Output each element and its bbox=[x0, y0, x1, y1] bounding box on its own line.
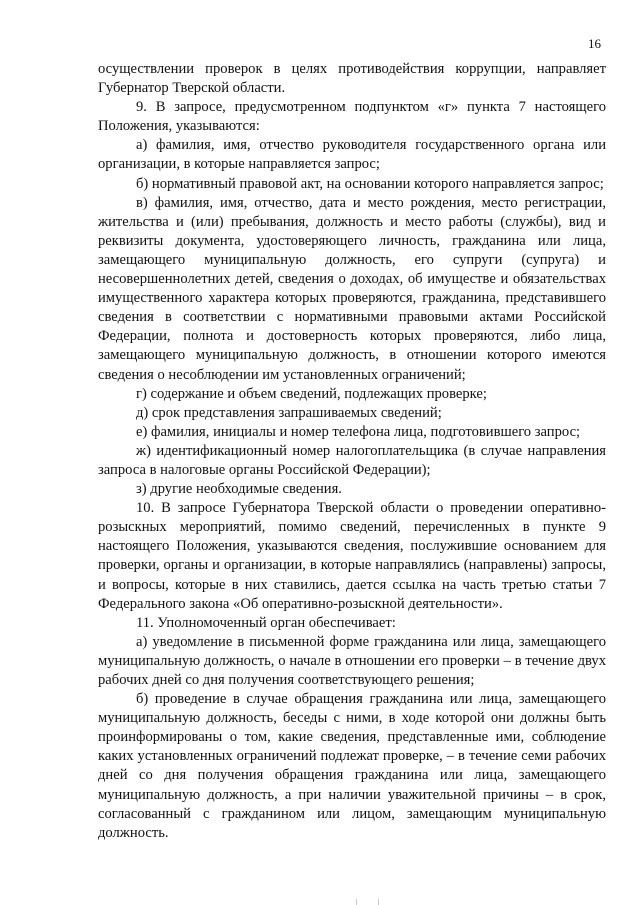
paragraph-item-9d: д) срок представления запрашиваемых сведений; bbox=[136, 404, 442, 421]
paragraph-item-9e: е) фамилия, инициалы и номер телефона лица, подготовившего запрос; bbox=[136, 423, 581, 440]
paragraph-item-11a: а) уведомление в письменной форме гражданина или лица, замещающего муниципальную должность, о начале в отношении его проверки – в течение двух рабочих дней со дня получения соответствующего решения; bbox=[98, 633, 606, 688]
paragraph-item-9v: в) фамилия, имя, отчество, дата и место рождения, место регистрации, жительства и (или) пребывания, должность и место работы (службы), вид и реквизиты документа, удостоверяющего личность, гражданина или лица, замещающего муниципальную должность, его супруги (супруга) и несовершеннолетних детей, сведения о доходах, об имуществе и обязательствах имущественного характера которых проверяются, гражданина, представившего сведения в соответствии с нормативными правовыми актами Российской Федерации, полнота и достоверность которых проверяются, либо лица, замещающего муниципальную должность, в отношении которого имеются сведения о несоблюдении им установленных ограничений; bbox=[98, 194, 606, 383]
scan-mark bbox=[356, 899, 357, 905]
paragraph-item-10: 10. В запросе Губернатора Тверской области о проведении оперативно-розыскных мероприятий, помимо сведений, перечисленных в пункте 9 настоящего Положения, указываются сведения, послужившие основанием для проверки, органы и организации, в которые направлялись (направлены) запросы, и вопросы, которые в них ставились, дается ссылка на часть третью статьи 7 Федерального закона «Об оперативно-розыскной деятельности». bbox=[98, 500, 606, 612]
document-body bbox=[98, 60, 606, 843]
paragraph-item-9z: з) другие необходимые сведения. bbox=[136, 481, 342, 498]
paragraph-item-11b: б) проведение в случае обращения гражданина или лица, замещающего муниципальную должность, беседы с ними, в ходе которой они должны быть проинформированы о том, какие сведения, представленные ими, соблюдение каких установленных ограничений подлежат проверке, – в течение семи рабочих дней со дня получения обращения гражданина или лица, замещающего муниципальную должность, а при наличии уважительной причины – в срок, согласованный с гражданином или лицом, замещающим муниципальную должность. bbox=[98, 691, 606, 841]
paragraph-item-9g: г) содержание и объем сведений, подлежащих проверке; bbox=[136, 385, 487, 402]
paragraph-item-9a: а) фамилия, имя, отчество руководителя государственного органа или организации, в которые направляется запрос; bbox=[98, 137, 606, 173]
scan-bottom-edge bbox=[0, 897, 640, 905]
paragraph-item-11: 11. Уполномоченный орган обеспечивает: bbox=[136, 614, 396, 631]
paragraph-item-9zh: ж) идентификационный номер налогоплательщика (в случае направления запроса в налоговые органы Российской Федерации); bbox=[98, 442, 606, 478]
paragraph-continuation: осуществлении проверок в целях противодействия коррупции, направляет Губернатор Тверской области. bbox=[98, 61, 606, 97]
paragraph-item-9: 9. В запросе, предусмотренном подпунктом «г» пункта 7 настоящего Положения, указываются: bbox=[98, 99, 606, 135]
paragraph-item-9b: б) нормативный правовой акт, на основании которого направляется запрос; bbox=[136, 175, 604, 192]
scan-mark bbox=[378, 899, 379, 905]
page-number: 16 bbox=[588, 36, 601, 51]
